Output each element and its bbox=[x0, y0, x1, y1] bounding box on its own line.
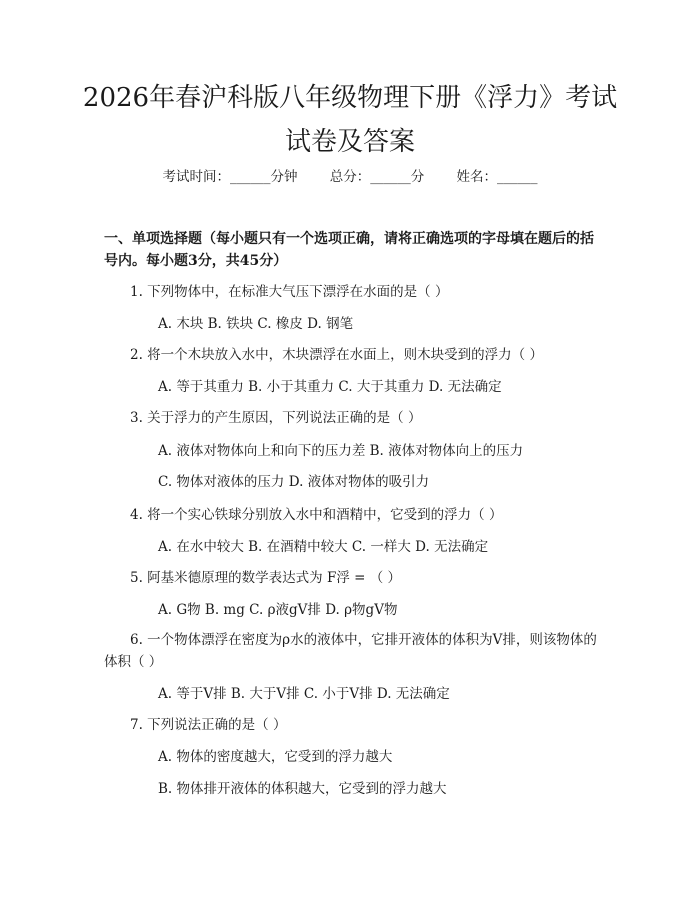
question-options: A. 液体对物体向上和向下的压力差 B. 液体对物体向上的压力 bbox=[158, 443, 524, 459]
exam-meta bbox=[0, 166, 700, 188]
question-options: C. 物体对液体的压力 D. 液体对物体的吸引力 bbox=[158, 474, 430, 490]
question-options: A. 物体的密度越大，它受到的浮力越大 bbox=[158, 749, 393, 765]
question-options: A. G物 B. mg C. ρ液gV排 D. ρ物gV物 bbox=[158, 602, 398, 618]
question-stem: 4. 将一个实心铁球分别放入水中和酒精中，它受到的浮力（ ） bbox=[130, 507, 503, 523]
exam-time: 考试时间：______分钟 bbox=[162, 169, 298, 185]
question-options: A. 等于其重力 B. 小于其重力 C. 大于其重力 D. 无法确定 bbox=[158, 379, 502, 395]
question-options: B. 物体排开液体的体积越大，它受到的浮力越大 bbox=[158, 781, 447, 797]
exam-total-score: 总分：______分 bbox=[329, 169, 425, 185]
page-title: 2026年春沪科版八年级物理下册《浮力》考试试卷及答案 bbox=[82, 83, 618, 157]
question-options: A. 等于V排 B. 大于V排 C. 小于V排 D. 无法确定 bbox=[158, 686, 450, 702]
question-stem: 5. 阿基米德原理的数学表达式为 F浮 = （ ） bbox=[130, 570, 402, 586]
question-stem: 1. 下列物体中，在标准大气压下漂浮在水面的是（ ） bbox=[130, 284, 449, 300]
question-stem: 3. 关于浮力的产生原因，下列说法正确的是（ ） bbox=[130, 410, 422, 426]
question-options: A. 木块 B. 铁块 C. 橡皮 D. 钢笔 bbox=[158, 316, 354, 332]
question-options: A. 在水中较大 B. 在酒精中较大 C. 一样大 D. 无法确定 bbox=[158, 539, 489, 555]
question-stem: 6. 一个物体漂浮在密度为ρ水的液体中，它排开液体的体积为V排，则该物体的体积（ ） bbox=[104, 632, 597, 670]
student-name: 姓名：______ bbox=[456, 169, 538, 185]
question-stem: 7. 下列说法正确的是（ ） bbox=[130, 717, 287, 733]
section-heading: 一、单项选择题（每小题只有一个选项正确，请将正确选项的字母填在题后的括号内。每小题3分，共45分） bbox=[104, 231, 594, 269]
question-stem: 2. 将一个木块放入水中，木块漂浮在水面上，则木块受到的浮力（ ） bbox=[130, 347, 543, 363]
